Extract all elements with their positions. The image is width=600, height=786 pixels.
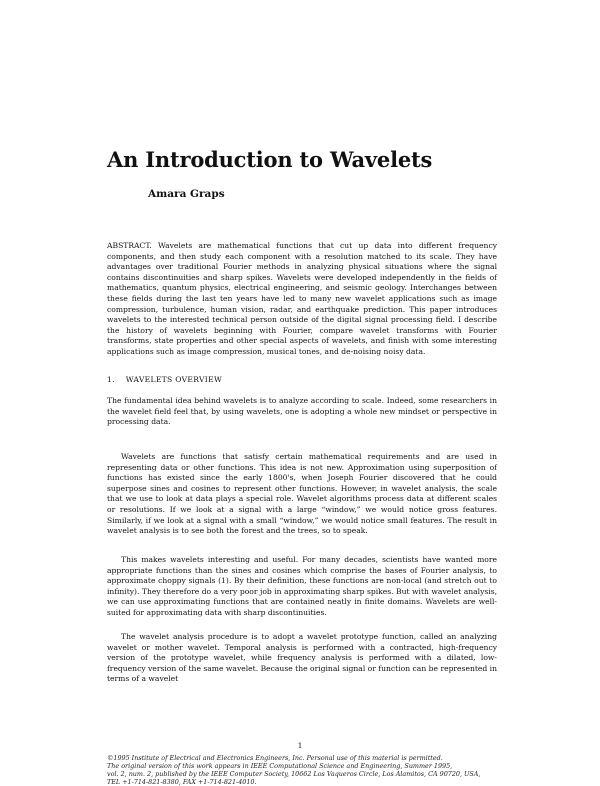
section-number: 1. bbox=[107, 375, 115, 384]
footer-line: The original version of this work appears in IEEE Computational Science and Engineering, Summer 1995, bbox=[107, 762, 453, 770]
copyright-footer bbox=[107, 754, 527, 786]
paragraph-1: The fundamental idea behind wavelets is to analyze according to scale. Indeed, some researchers in the wavelet field feel that, by using wavelets, one is adopting a whole new mindset or perspective in processing data. bbox=[107, 396, 497, 427]
section-title-text: WAVELETS OVERVIEW bbox=[125, 375, 223, 384]
footer-line: vol. 2, num. 2, published by the IEEE Computer Society, 10662 Los Vaqueros Circle, Los Alamitos, CA 90720, USA, bbox=[107, 770, 481, 778]
paper-title: An Introduction to Wavelets bbox=[107, 147, 433, 172]
section-heading bbox=[107, 375, 222, 384]
paragraph-3: This makes wavelets interesting and useful. For many decades, scientists have wanted more appropriate functions than the sines and cosines which comprise the bases of Fourier analysis, to approximate choppy signals (1). By their definition, these functions are non-local (and stretch out to infinity). They therefore do a very poor job in approximating sharp spikes. But with wavelet analysis, we can use approximating functions that are contained neatly in finite domains. Wavelets are well-suited for approximating data with sharp discontinuities. bbox=[107, 555, 497, 617]
abstract: ABSTRACT. Wavelets are mathematical functions that cut up data into different frequency components, and then study each component with a resolution matched to its scale. They have advantages over traditional Fourier methods in analyzing physical situations where the signal contains discontinuities and sharp spikes. Wavelets were developed independently in the fields of mathematics, quantum physics, electrical engineering, and seismic geology. Interchanges between these fields during the last ten years have led to many new wavelet applications such as image compression, turbulence, human vision, radar, and earthquake prediction. This paper introduces wavelets to the interested technical person outside of the digital signal processing field. I describe the history of wavelets beginning with Fourier, compare wavelet transforms with Fourier transforms, state properties and other special aspects of wavelets, and finish with some interesting applications such as image compression, musical tones, and de-noising noisy data. bbox=[107, 241, 497, 356]
footer-line: TEL +1-714-821-8380, FAX +1-714-821-4010. bbox=[107, 778, 257, 786]
page-number: 1 bbox=[297, 741, 303, 750]
paragraph-4: The wavelet analysis procedure is to adopt a wavelet prototype function, called an analyzing wavelet or mother wavelet. Temporal analysis is performed with a contracted, high-frequency version of the prototype wavelet, while frequency analysis is performed with a dilated, low-frequency version of the same wavelet. Because the original signal or function can be represented in terms of a wavelet bbox=[107, 632, 497, 684]
author-name: Amara Graps bbox=[148, 188, 225, 200]
paragraph-2: Wavelets are functions that satisfy certain mathematical requirements and are used in representing data or other functions. This idea is not new. Approximation using superposition of functions has existed since the early 1800's, when Joseph Fourier discovered that he could superpose sines and cosines to represent other functions. However, in wavelet analysis, the scale that we use to look at data plays a special role. Wavelet algorithms process data at different scales or resolutions. If we look at a signal with a large “window,” we would notice gross features. Similarly, if we look at a signal with a small “window,” we would notice small features. The result in wavelet analysis is to see both the forest and the trees, so to speak. bbox=[107, 452, 497, 536]
footer-line: ©1995 Institute of Electrical and Electronics Engineers, Inc. Personal use of this material is permitted. bbox=[107, 754, 443, 762]
